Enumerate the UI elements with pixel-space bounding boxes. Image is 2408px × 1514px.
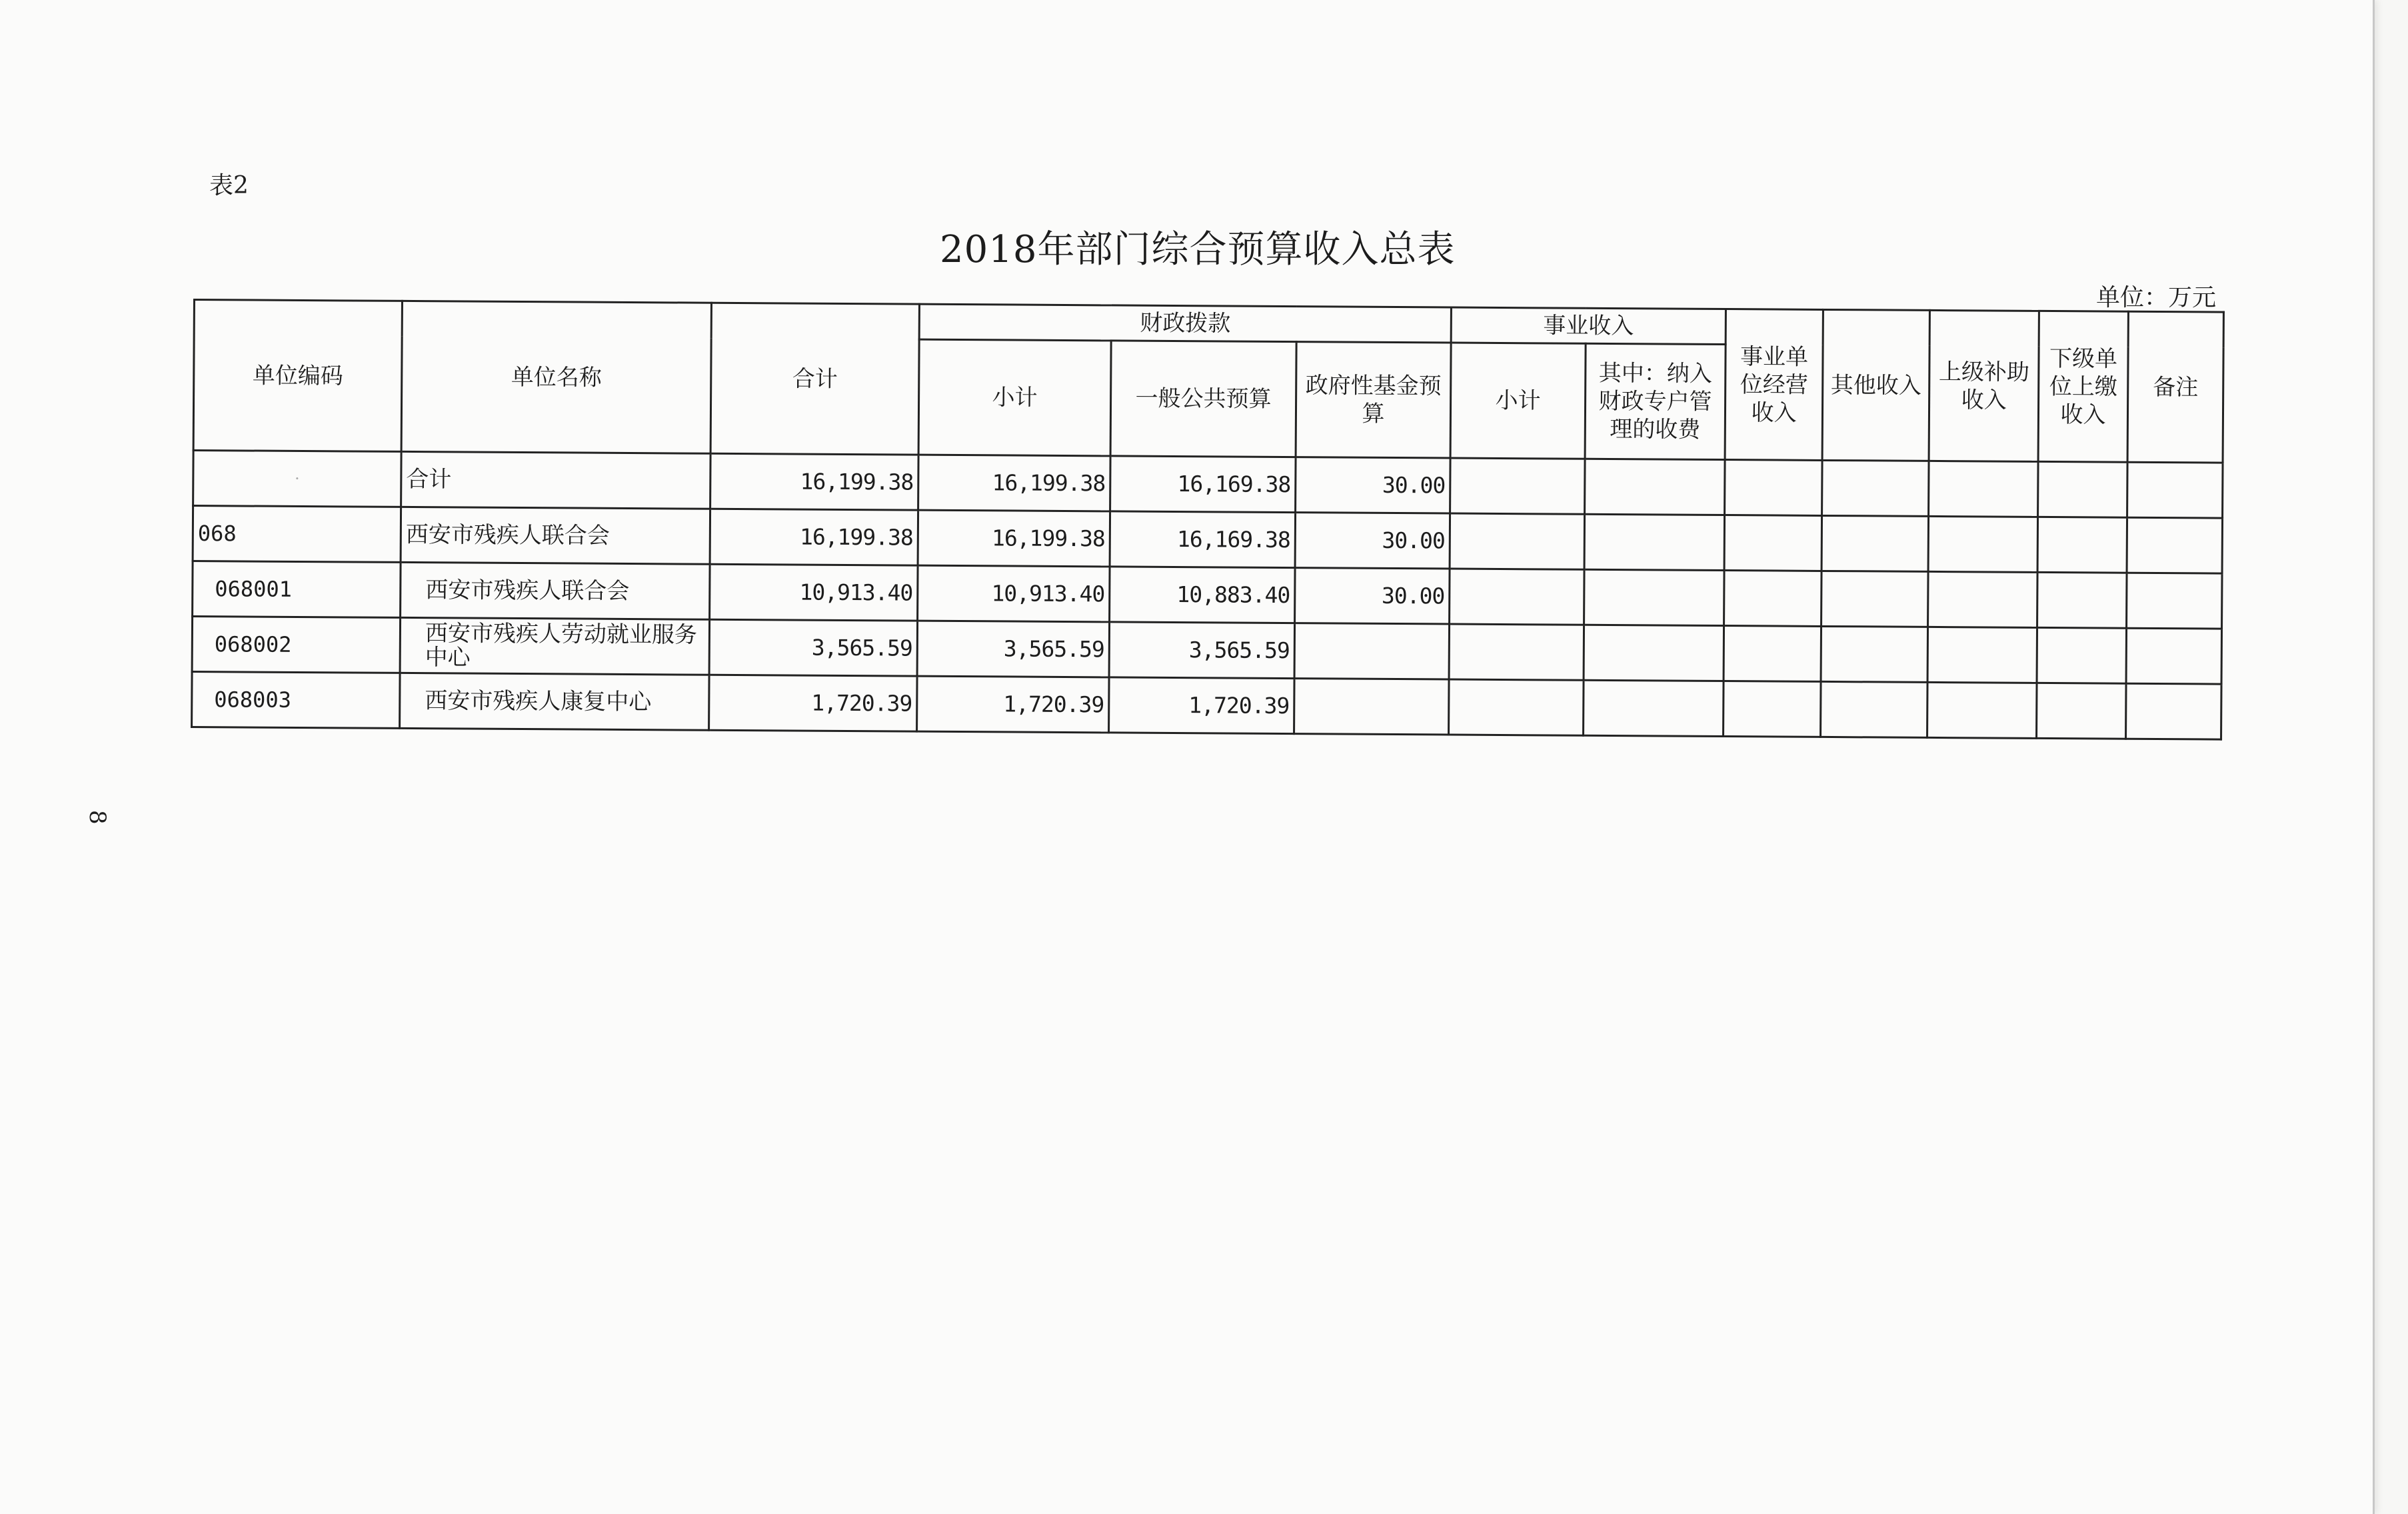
cell-business-special [1584, 514, 1725, 570]
cell-gov-fund-budget [1294, 679, 1450, 735]
cell-total: 1,720.39 [709, 675, 918, 731]
cell-remarks [2127, 517, 2223, 573]
header-lower-remit: 下级单位上缴收入 [2038, 311, 2128, 462]
cell-remarks [2126, 683, 2222, 739]
header-code: 单位编码 [193, 300, 402, 452]
header-name: 单位名称 [401, 301, 711, 453]
cell-other-income [1822, 460, 1929, 516]
header-total: 合计 [710, 303, 919, 455]
cell-upper-subsidy [1927, 682, 2037, 738]
cell-business-special [1584, 625, 1724, 681]
header-remarks: 备注 [2127, 311, 2223, 463]
cell-total: 10,913.40 [710, 564, 918, 621]
cell-upper-subsidy [1927, 627, 2037, 683]
cell-other-income [1821, 626, 1928, 682]
cell-business-special [1584, 680, 1724, 736]
header-operating-income: 事业单位经营收入 [1725, 309, 1823, 461]
cell-remarks [2127, 573, 2223, 629]
header-business-special: 其中：纳入财政专户管理的收费 [1585, 343, 1726, 459]
cell-operating-income [1724, 515, 1822, 571]
header-general-budget: 一般公共预算 [1110, 341, 1296, 457]
cell-total: 3,565.59 [709, 619, 918, 676]
cell-lower-remit [2037, 572, 2127, 628]
cell-business-subtotal [1450, 513, 1585, 569]
cell-business-subtotal [1449, 679, 1584, 735]
cell-other-income [1821, 571, 1929, 627]
cell-name: 西安市残疾人劳动就业服务中心 [400, 617, 709, 675]
cell-code: · [193, 451, 402, 507]
cell-other-income [1821, 515, 1929, 571]
document-title: 2018年部门综合预算收入总表 [940, 228, 1456, 271]
cell-lower-remit [2037, 517, 2127, 573]
cell-operating-income [1724, 626, 1821, 682]
budget-table-wrapper [191, 299, 2223, 741]
table-row [192, 671, 2221, 739]
cell-remarks [2127, 462, 2223, 518]
cell-fiscal-subtotal: 16,199.38 [918, 510, 1110, 567]
cell-general-budget: 1,720.39 [1109, 677, 1295, 734]
cell-operating-income [1724, 681, 1821, 737]
page-number: 8 [84, 810, 111, 825]
cell-gov-fund-budget [1294, 623, 1450, 679]
cell-upper-subsidy [1929, 461, 2039, 517]
cell-fiscal-subtotal: 16,199.38 [918, 455, 1111, 511]
cell-gov-fund-budget: 30.00 [1295, 568, 1450, 624]
cell-upper-subsidy [1928, 571, 2038, 627]
cell-name: 西安市残疾人康复中心 [400, 673, 709, 730]
cell-fiscal-subtotal: 3,565.59 [917, 621, 1110, 677]
header-fiscal-group: 财政拨款 [919, 304, 1451, 343]
cell-general-budget: 3,565.59 [1109, 622, 1295, 679]
cell-code: 068002 [192, 617, 401, 673]
cell-remarks [2126, 628, 2222, 684]
cell-fiscal-subtotal: 10,913.40 [918, 565, 1110, 622]
header-business-group: 事业收入 [1451, 307, 1726, 345]
cell-general-budget: 10,883.40 [1110, 567, 1296, 623]
cell-name: 西安市残疾人联合会 [401, 562, 710, 619]
cell-business-subtotal [1449, 624, 1584, 680]
cell-name: 合计 [401, 451, 710, 509]
cell-business-special [1584, 569, 1725, 625]
cell-lower-remit [2038, 461, 2128, 517]
header-upper-subsidy: 上级补助收入 [1929, 310, 2039, 461]
header-gov-fund-budget: 政府性基金预算 [1296, 342, 1451, 458]
cell-upper-subsidy [1928, 516, 2038, 572]
cell-operating-income [1724, 571, 1822, 627]
cell-operating-income [1725, 460, 1823, 516]
cell-business-subtotal [1450, 569, 1585, 625]
cell-fiscal-subtotal: 1,720.39 [917, 676, 1110, 733]
cell-lower-remit [2037, 627, 2127, 683]
table-label: 表2 [209, 172, 249, 199]
cell-general-budget: 16,169.38 [1110, 511, 1296, 568]
cell-other-income [1821, 681, 1928, 737]
cell-gov-fund-budget: 30.00 [1295, 513, 1450, 569]
budget-table [191, 299, 2225, 741]
cell-total: 16,199.38 [710, 509, 918, 565]
cell-code: 068003 [192, 671, 401, 728]
cell-name: 西安市残疾人联合会 [401, 507, 710, 564]
cell-gov-fund-budget: 30.00 [1296, 457, 1451, 513]
cell-general-budget: 16,169.38 [1110, 456, 1296, 513]
cell-business-special [1585, 459, 1726, 515]
cell-code: 068001 [193, 561, 401, 618]
header-business-subtotal: 小计 [1450, 343, 1586, 459]
cell-business-subtotal [1450, 458, 1586, 514]
header-fiscal-subtotal: 小计 [918, 339, 1111, 456]
unit-label: 单位：万元 [2096, 284, 2217, 311]
cell-total: 16,199.38 [710, 453, 919, 510]
cell-code: 068 [193, 506, 401, 563]
header-other-income: 其他收入 [1822, 309, 1929, 461]
cell-lower-remit [2037, 683, 2127, 739]
